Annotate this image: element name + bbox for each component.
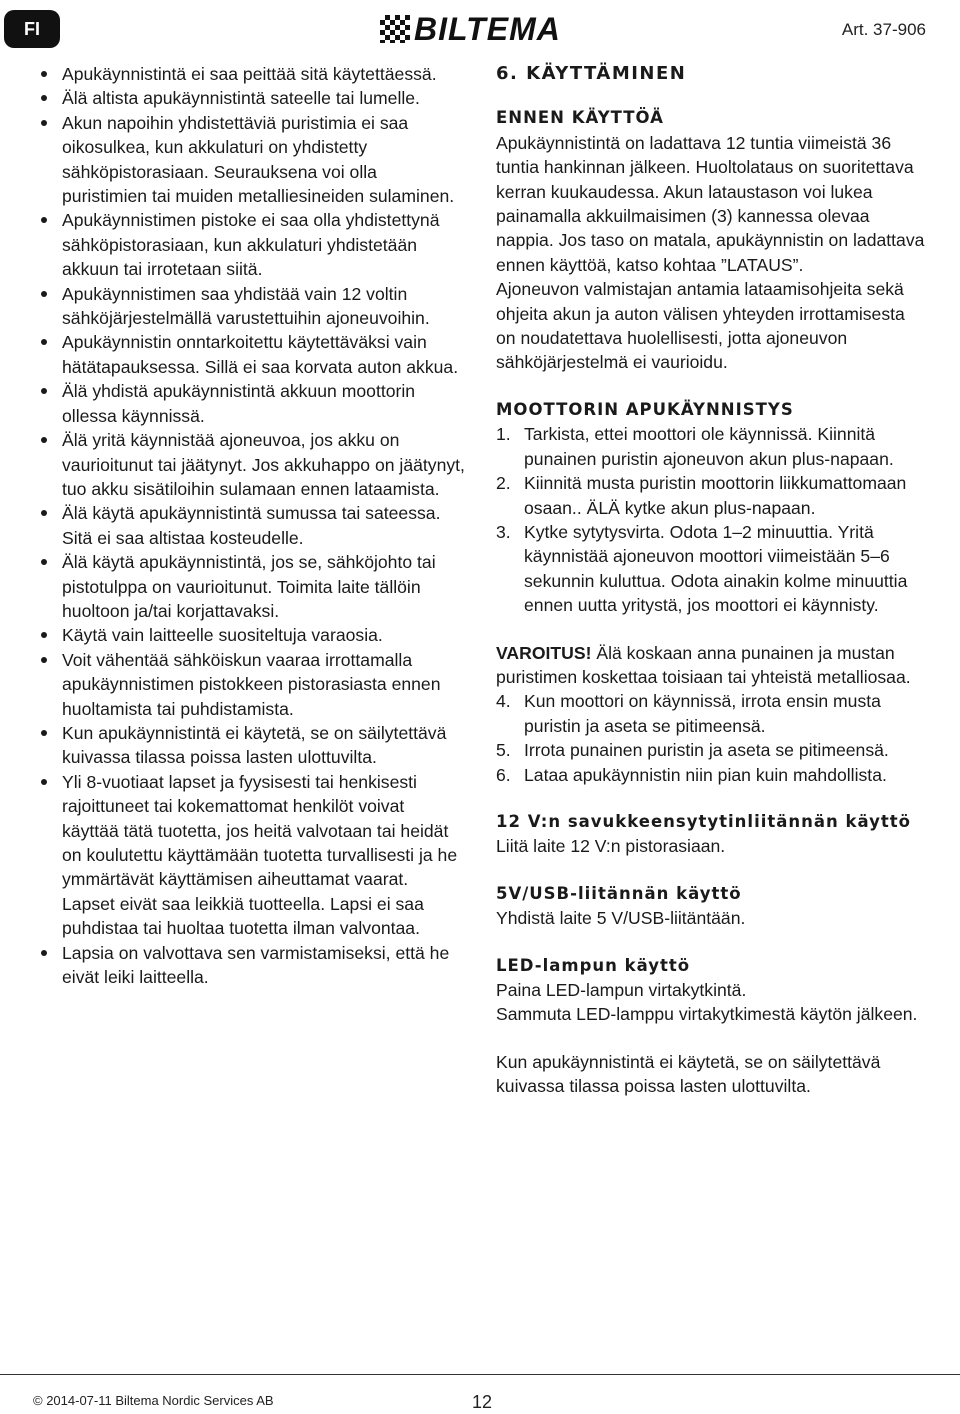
bullet-item — [40, 721, 465, 770]
safety-bullet-list — [40, 62, 465, 989]
storage-note: Kun apukäynnistintä ei käytetä, se on säilytettävä kuivassa tilassa poissa lasten ulottuvilta. — [496, 1051, 881, 1097]
led-heading: LED-lampun käyttö — [496, 955, 691, 975]
step-item — [496, 763, 926, 787]
bullet-item — [40, 770, 465, 941]
socket-12v-heading: 12 V:n savukkeensytytinliitännän käyttö — [496, 811, 911, 831]
left-column — [40, 62, 465, 989]
warning-paragraph — [496, 641, 926, 690]
jump-start-heading: MOOTTORIN APUKÄYNNISTYS — [496, 399, 794, 419]
step-item — [496, 738, 926, 762]
bullet-item — [40, 86, 465, 110]
bullet-item — [40, 208, 465, 281]
bullet-dot-icon — [41, 120, 47, 126]
bullet-dot-icon — [41, 632, 47, 638]
step-item — [496, 471, 926, 520]
led-text-2: Sammuta LED-lamppu virtakytkimestä käytön jälkeen. — [496, 1004, 918, 1025]
bullet-item — [40, 379, 465, 428]
bullet-text: Apukäynnistin onntarkoitettu käytettäväksi vain hätätapauksessa. Sillä ei saa korvata auton akkua. — [62, 332, 459, 377]
section-title: 6. KÄYTTÄMINEN — [496, 63, 687, 84]
bullet-text: Apukäynnistimen saa yhdistää vain 12 voltin sähköjärjestelmällä varustettuihin ajoneuvoihin. — [62, 283, 430, 329]
bullet-text: Apukäynnistimen pistoke ei saa olla yhdistettynä sähköpistorasiaan, kun akkulaturi yhdistetään akkuun tai irrotetaan siitä. — [62, 210, 440, 280]
before-use-paragraph-2: Ajoneuvon valmistajan antamia lataamisohjeita sekä ohjeita akun ja auton välisen yhteyden irrottamisesta on noudatettava huolellisesti, jotta ajoneuvon sähköjärjestelmä ei vaurioidu. — [496, 279, 905, 373]
bullet-item — [40, 62, 465, 86]
bullet-dot-icon — [41, 657, 47, 663]
bullet-item — [40, 648, 465, 721]
brand-logo — [380, 11, 561, 47]
bullet-text: Älä yhdistä apukäynnistintä akkuun moottorin ollessa käynnissä. — [62, 381, 416, 426]
bullet-dot-icon — [41, 217, 47, 223]
before-use-heading: ENNEN KÄYTTÖÄ — [496, 108, 664, 128]
step-number: 1. — [496, 424, 511, 445]
socket-12v-text: Liitä laite 12 V:n pistorasiaan. — [496, 836, 726, 857]
bullet-text: Älä altista apukäynnistintä sateelle tai lumelle. — [62, 88, 420, 109]
bullet-text: Käytä vain laitteelle suositeltuja varaosia. — [62, 625, 383, 646]
usb-heading: 5V/USB-liitännän käyttö — [496, 883, 742, 903]
step-text: Irrota punainen puristin ja aseta se pitimeensä. — [524, 740, 889, 761]
bullet-item — [40, 941, 465, 990]
step-text: Kun moottori on käynnissä, irrota ensin musta puristin ja aseta se pitimeensä. — [524, 691, 881, 736]
footer-divider — [0, 1374, 960, 1375]
step-text: Kiinnitä musta puristin moottorin liikkumattomaan osaan.. ÄLÄ kytke akun plus-napaan. — [524, 473, 907, 518]
bullet-text: Kun apukäynnistintä ei käytetä, se on säilytettävä kuivassa tilassa poissa lasten ulottuvilta. — [62, 722, 447, 768]
bullet-item — [40, 550, 465, 623]
page-header — [0, 0, 960, 60]
bullet-item — [40, 428, 465, 501]
led-text-1: Paina LED-lampun virtakytkintä. — [496, 980, 747, 1000]
step-number: 5. — [496, 740, 511, 761]
article-number: Art. 37-906 — [841, 20, 926, 39]
page-number: 12 — [472, 1392, 493, 1412]
bullet-text: Yli 8-vuotiaat lapset ja fyysisesti tai henkisesti rajoittuneet tai kokemattomat henkilöt voivat käyttää tätä tuotetta, jos heitä valvotaan tai heidät on koulutettu käyttämään tuotetta turvallisesti ja he ymmärtävät käyttämisen aiheuttamat vaarat. Lapset eivät saa leikkiä tuotteella. Lapsi ei saa puhdistaa tai huoltaa tuotetta ilman valvontaa. — [62, 771, 458, 939]
usb-text: Yhdistä laite 5 V/USB-liitäntään. — [496, 908, 746, 929]
warning-label: VAROITUS! — [496, 642, 592, 663]
bullet-dot-icon — [41, 730, 47, 736]
step-text: Lataa apukäynnistin niin pian kuin mahdollista. — [524, 764, 887, 785]
bullet-text: Voit vähentää sähköiskun vaaraa irrottamalla apukäynnistimen pistokkeen pistorasiasta ennen huoltamista tai puhdistamista. — [62, 649, 441, 719]
before-use-paragraph-1: Apukäynnistintä on ladattava 12 tuntia viimeistä 36 tuntia hankinnan jälkeen. Huoltolataus on suoritettava kerran kuukaudessa. Akun lataustason voi lukea painamalla akkuilmaisimen (3) kannessa olevaa nappia. Jos taso on matala, apukäynnistin on ladattava ennen käyttöä, katso kohtaa ”LATAUS”. — [496, 132, 925, 275]
bullet-dot-icon — [41, 95, 47, 101]
step-item — [496, 689, 926, 738]
bullet-text: Apukäynnistintä ei saa peittää sitä käytettäessä. — [62, 64, 437, 84]
bullet-text: Älä käytä apukäynnistintä, jos se, sähköjohto tai pistotulppa on vaurioitunut. Toimita laite tällöin huoltoon ja/tai korjattavaksi. — [62, 552, 436, 621]
right-column — [496, 62, 926, 1099]
checkered-flag-icon — [380, 15, 410, 43]
step-item — [496, 422, 926, 471]
step-text: Kytke sytytysvirta. Odota 1–2 minuuttia. Yritä käynnistää ajoneuvon moottori viimeistään 5–6 sekunnin kuluttua. Odota ainakin kolme minuuttia ennen uutta yritystä, jos moottori ei käynnisty. — [524, 521, 908, 616]
after-start-steps — [496, 689, 926, 787]
step-number: 2. — [496, 473, 511, 494]
bullet-dot-icon — [41, 339, 47, 345]
language-badge: FI — [4, 10, 60, 48]
bullet-item — [40, 111, 465, 209]
bullet-dot-icon — [41, 291, 47, 297]
step-number: 6. — [496, 764, 511, 785]
jump-start-steps — [496, 422, 926, 617]
bullet-dot-icon — [41, 388, 47, 394]
bullet-text: Älä yritä käynnistää ajoneuvoa, jos akku on vaurioitunut tai jäätynyt. Jos akkuhappo on jäätynyt, tuo akku sisätiloihin sulamaan ennen lataamista. — [62, 430, 465, 499]
bullet-dot-icon — [41, 950, 47, 956]
bullet-text: Älä käytä apukäynnistintä sumussa tai sateessa. Sitä ei saa altistaa kosteudelle. — [62, 503, 441, 548]
step-number: 4. — [496, 691, 511, 712]
bullet-dot-icon — [41, 71, 47, 77]
bullet-dot-icon — [41, 779, 47, 785]
step-item — [496, 520, 926, 618]
bullet-item — [40, 330, 465, 379]
bullet-text: Akun napoihin yhdistettäviä puristimia ei saa oikosulkea, kun akkulaturi on yhdistetty sähköpistorasiaan. Seurauksena voi olla puristimien tai muiden metalliesineiden sulaminen. — [62, 112, 455, 207]
warning-text: Älä koskaan anna punainen ja mustan puristimen koskettaa toisiaan tai yhteistä metalliosaa. — [496, 642, 911, 687]
bullet-dot-icon — [41, 559, 47, 565]
bullet-text: Lapsia on valvottava sen varmistamiseksi, että he eivät leiki laitteella. — [62, 942, 450, 988]
bullet-dot-icon — [41, 437, 47, 443]
bullet-item — [40, 623, 465, 647]
bullet-item — [40, 282, 465, 331]
brand-name: BILTEMA — [414, 11, 561, 47]
bullet-item — [40, 501, 465, 550]
copyright-text: © 2014-07-11 Biltema Nordic Services AB — [33, 1393, 274, 1408]
step-text: Tarkista, ettei moottori ole käynnissä. Kiinnitä punainen puristin ajoneuvon akun plus-napaan. — [524, 424, 894, 469]
step-number: 3. — [496, 521, 511, 542]
bullet-dot-icon — [41, 510, 47, 516]
